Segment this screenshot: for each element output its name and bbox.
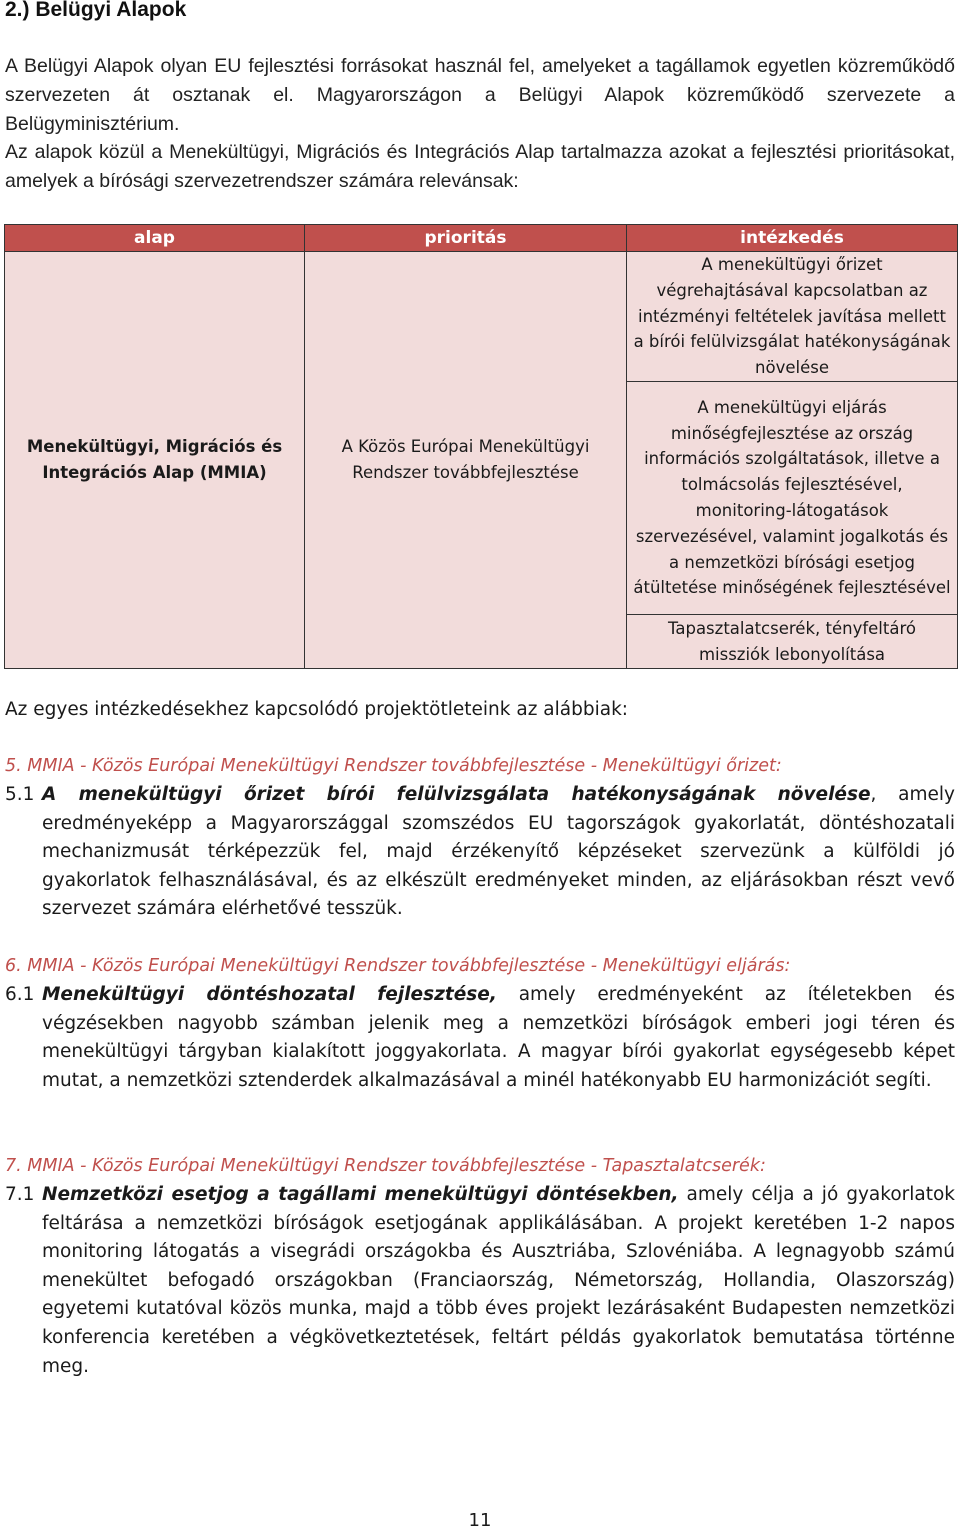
header-priority: prioritás [305,225,627,252]
measure-cell-1: A menekültügyi őrizet végrehajtásával kapcsolatban az intézményi feltételek javítása mellett a bírói felülvizsgálat hatékonyságának növelése [627,252,958,382]
measure-cell-2: A menekültügyi eljárás minőségfejlesztése az ország információs szolgáltatások, illetve a tolmácsolás fejlesztésével, monitoring-látogatások szervezésével, valamint jogalkotás és a nemzetközi bírósági esetjog átültetése minőségének fejlesztésével [627,382,958,615]
header-measure: intézkedés [627,225,958,252]
item-body [42,1181,955,1381]
intro-paragraph-2: Az alapok közül a Menekültügyi, Migrációs és Integrációs Alap tartalmazza azokat a fejlesztési prioritásokat, amelyek a bírósági szervezetrendszer számára relevánsak: [5,141,955,193]
section-7-title: 7. MMIA - Közös Európai Menekültügyi Rendszer továbbfejlesztése - Tapasztalatcserék: [5,1156,766,1176]
item-6-1 [5,981,955,1095]
item-text: amely célja a jó gyakorlatok feltárása a nemzetközi bíróságok esetjogának applikálásában. A projekt keretében 1-2 napos monitoring látogatás a visegrádi országokba és Ausztriába, Szlovéniába. A legnagyobb számú menekültet befogadó országokban (Franciaország, Németország, Hollandia, Olaszország) egyetemi kutatóval közös munka, majd a több éves projekt lezárásaként Budapesten nemzetközi konferencia keretében a végkövetkeztetések, feltárt példás gyakorlatok bemutatása történne meg. [42,1184,956,1377]
item-text: amely eredményeként az ítéletekben és végzésekben nagyobb számban jelenik meg a nemzetközi bíróságok emberi jogi téren és menekültügyi tárgyban kialakított joggyakorlata. A magyar bírói gyakorlat egységesebb képet mutat, a nemzetközi sztenderdek alkalmazásával a minél hatékonyabb EU harmonizációt segíti. [42,984,956,1091]
intro-text [5,52,955,196]
item-text: , amely eredményeképp a Magyarországgal szomszédos EU tagországok gyakorlatát, döntéshozatali mechanizmusát térképezzük fel, majd érzékenyítő képzéseket szervezünk a külföldi jó gyakorlatok felhasználásával, és az elkészült eredményeket minden, az eljárásokban részt vevő szervezet számára elérhetővé tesszük. [42,784,955,920]
page-number: 11 [468,1510,492,1531]
section-6-title: 6. MMIA - Közös Európai Menekültügyi Rendszer továbbfejlesztése - Menekültügyi eljárás: [5,956,791,976]
priority-cell: A Közös Európai Menekültügyi Rendszer továbbfejlesztése [305,252,627,669]
item-body [42,781,955,924]
fund-table [4,224,958,669]
intro-paragraph-1: A Belügyi Alapok olyan EU fejlesztési forrásokat használ fel, amelyeket a tagállamok egyetlen közreműködő szervezeten át osztanak el. Magyarországon a Belügyi Alapok közreműködő szervezete a Belügyminisztérium. [5,55,955,135]
item-body [42,981,955,1095]
fund-cell: Menekültügyi, Migrációs és Integrációs Alap (MMIA) [5,252,305,669]
section-heading: 2.) Belügyi Alapok [5,0,187,21]
projects-intro: Az egyes intézkedésekhez kapcsolódó projektötleteink az alábbiak: [5,699,629,720]
item-number: 5.1 [5,784,35,805]
measure-cell-3: Tapasztalatcserék, tényfeltáró missziók lebonyolítása [627,615,958,669]
header-fund: alap [5,225,305,252]
table-row [5,252,958,382]
item-5-1 [5,781,955,924]
item-title: Menekültügyi döntéshozatal fejlesztése, [42,984,497,1005]
item-7-1 [5,1181,955,1381]
item-number: 7.1 [5,1184,35,1205]
item-number: 6.1 [5,984,35,1005]
item-title: A menekültügyi őrizet bírói felülvizsgálata hatékonyságának növelése [42,784,871,805]
item-title: Nemzetközi esetjog a tagállami menekültügyi döntésekben, [42,1184,679,1205]
table-header-row [5,225,958,252]
section-5-title: 5. MMIA - Közös Európai Menekültügyi Rendszer továbbfejlesztése - Menekültügyi őrizet: [5,756,782,776]
